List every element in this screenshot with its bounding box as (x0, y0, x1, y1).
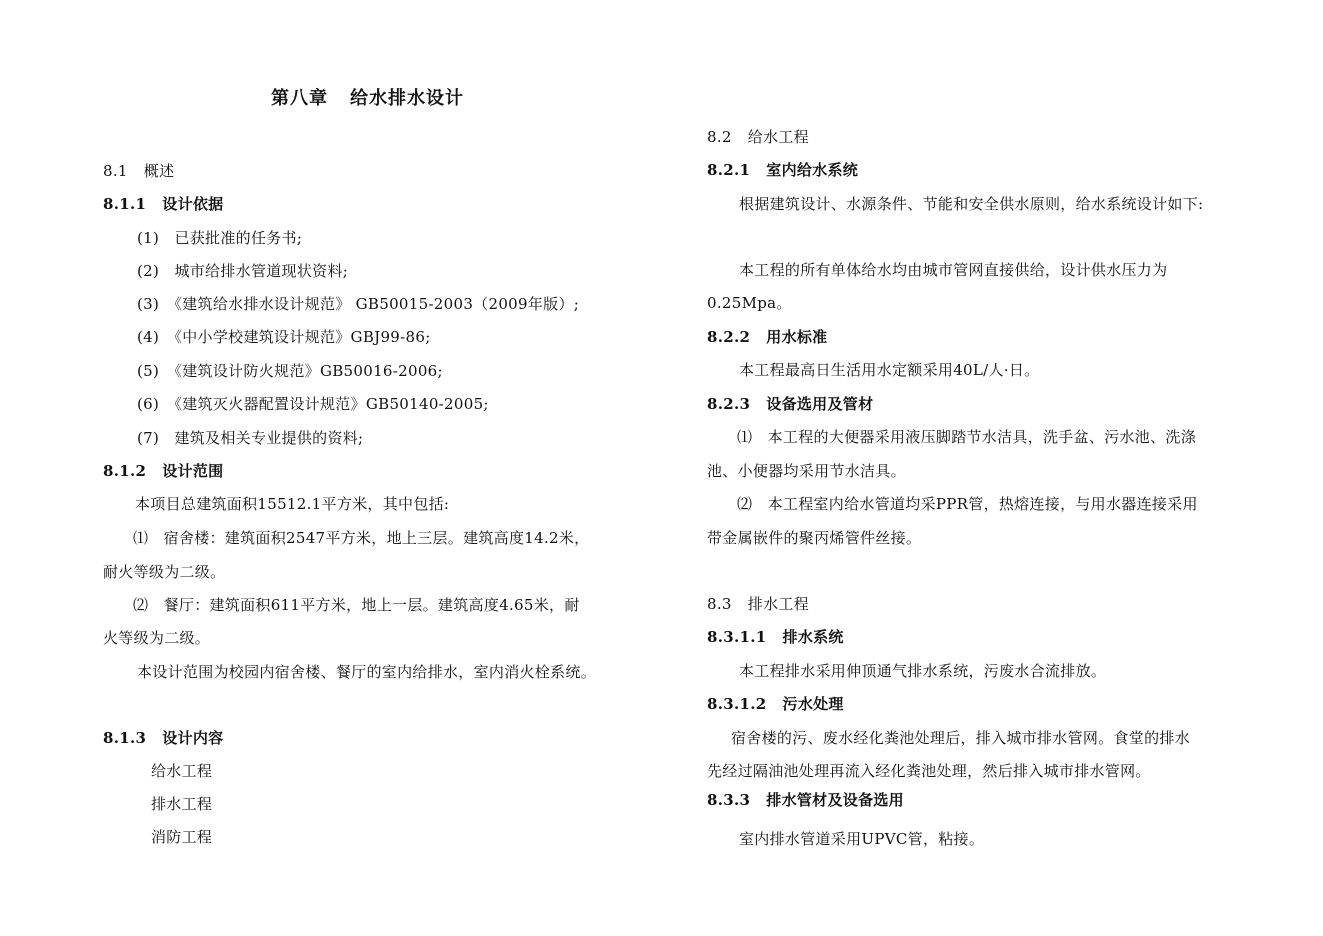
section-heading: 用水标准 (766, 328, 828, 346)
section-number: 8.1.2 (103, 462, 147, 480)
section-number: 8.3.3 (707, 791, 751, 809)
scope-item-2-line-1: ⑵ 餐厅：建筑面积611平方米，地上一层。建筑高度4.65米，耐 (133, 596, 580, 614)
chapter-number: 第八章 (271, 88, 328, 109)
section-8-3-1-1 (707, 627, 844, 647)
section-number: 8.2 (707, 128, 732, 146)
basis-item-2: (2) 城市给排水管道现状资料; (137, 262, 349, 280)
basis-item-7: (7) 建筑及相关专业提供的资料; (137, 429, 364, 447)
paragraph-8-3-3: 室内排水管道采用UPVC管，粘接。 (739, 830, 985, 848)
content-item-water-supply: 给水工程 (151, 762, 213, 780)
section-8-3-1-2 (707, 694, 844, 714)
section-8-1 (103, 161, 174, 181)
paragraph-8-3-1-1: 本工程排水采用伸顶通气排水系统，污废水合流排放。 (739, 662, 1107, 680)
chapter-title-text: 给水排水设计 (350, 88, 464, 109)
section-number: 8.2.1 (707, 161, 751, 179)
paragraph-8-2-1-c: 0.25Mpa。 (707, 294, 792, 312)
section-8-1-1 (103, 194, 223, 214)
section-8-2-2 (707, 327, 827, 347)
paragraph-8-2-1-a: 根据建筑设计、水源条件、节能和安全供水原则，给水系统设计如下: (739, 195, 1204, 213)
scope-item-1-line-2: 耐火等级为二级。 (103, 563, 226, 581)
equipment-item-2-line-2: 带金属嵌件的聚丙烯管件丝接。 (707, 529, 922, 547)
section-heading: 设备选用及管材 (766, 395, 874, 413)
paragraph-8-3-1-2-a: 宿舍楼的污、废水经化粪池处理后，排入城市排水管网。食堂的排水 (731, 729, 1191, 747)
basis-item-1: (1) 已获批准的任务书; (137, 229, 303, 247)
section-number: 8.1.3 (103, 729, 147, 747)
section-heading: 设计依据 (162, 195, 224, 213)
basis-item-5: (5) 《建筑设计防火规范》GB50016-2006; (137, 362, 443, 380)
section-heading: 室内给水系统 (766, 161, 859, 179)
section-heading: 排水系统 (782, 628, 844, 646)
paragraph-8-2-1-b: 本工程的所有单体给水均由城市管网直接供给，设计供水压力为 (739, 261, 1168, 279)
equipment-item-1-line-1: ⑴ 本工程的大便器采用液压脚踏节水洁具，洗手盆、污水池、洗涤 (737, 428, 1197, 446)
basis-item-4: (4) 《中小学校建筑设计规范》GBJ99-86; (137, 328, 431, 346)
section-number: 8.3.1.2 (707, 695, 767, 713)
section-8-1-2 (103, 461, 223, 481)
section-heading: 设计内容 (162, 729, 224, 747)
content-item-drainage: 排水工程 (151, 795, 213, 813)
section-8-2 (707, 127, 809, 147)
section-heading: 给水工程 (747, 128, 809, 146)
paragraph-8-2-2: 本工程最高日生活用水定额采用40L/人·日。 (739, 361, 1040, 379)
section-number: 8.3.1.1 (707, 628, 767, 646)
paragraph-8-3-1-2-b: 先经过隔油池处理再流入经化粪池处理，然后排入城市排水管网。 (707, 762, 1151, 780)
content-item-fire: 消防工程 (151, 828, 213, 846)
section-heading: 概述 (143, 162, 175, 180)
section-number: 8.3 (707, 595, 732, 613)
section-8-2-3 (707, 394, 873, 414)
section-8-3 (707, 594, 809, 614)
scope-summary: 本设计范围为校园内宿舍楼、餐厅的室内给排水，室内消火栓系统。 (137, 663, 597, 681)
basis-item-6: (6) 《建筑灭火器配置设计规范》GB50140-2005; (137, 395, 489, 413)
chapter-title (271, 89, 464, 109)
basis-item-3: (3) 《建筑给水排水设计规范》 GB50015-2003（2009年版）; (137, 295, 580, 313)
section-number: 8.2.3 (707, 395, 751, 413)
section-heading: 排水工程 (747, 595, 809, 613)
equipment-item-2-line-1: ⑵ 本工程室内给水管道均采PPR管，热熔连接，与用水器连接采用 (737, 495, 1198, 513)
scope-intro: 本项目总建筑面积15512.1平方米，其中包括: (135, 495, 450, 513)
section-heading: 污水处理 (782, 695, 844, 713)
equipment-item-1-line-2: 池、小便器均采用节水洁具。 (707, 462, 906, 480)
section-number: 8.1 (103, 162, 128, 180)
section-number: 8.1.1 (103, 195, 147, 213)
section-8-2-1 (707, 160, 858, 180)
section-heading: 排水管材及设备选用 (766, 791, 904, 809)
section-heading: 设计范围 (162, 462, 224, 480)
section-8-3-3 (707, 790, 904, 810)
section-8-1-3 (103, 728, 223, 748)
section-number: 8.2.2 (707, 328, 751, 346)
scope-item-1-line-1: ⑴ 宿舍楼：建筑面积2547平方米，地上三层。建筑高度14.2米， (133, 529, 590, 547)
scope-item-2-line-2: 火等级为二级。 (103, 629, 211, 647)
